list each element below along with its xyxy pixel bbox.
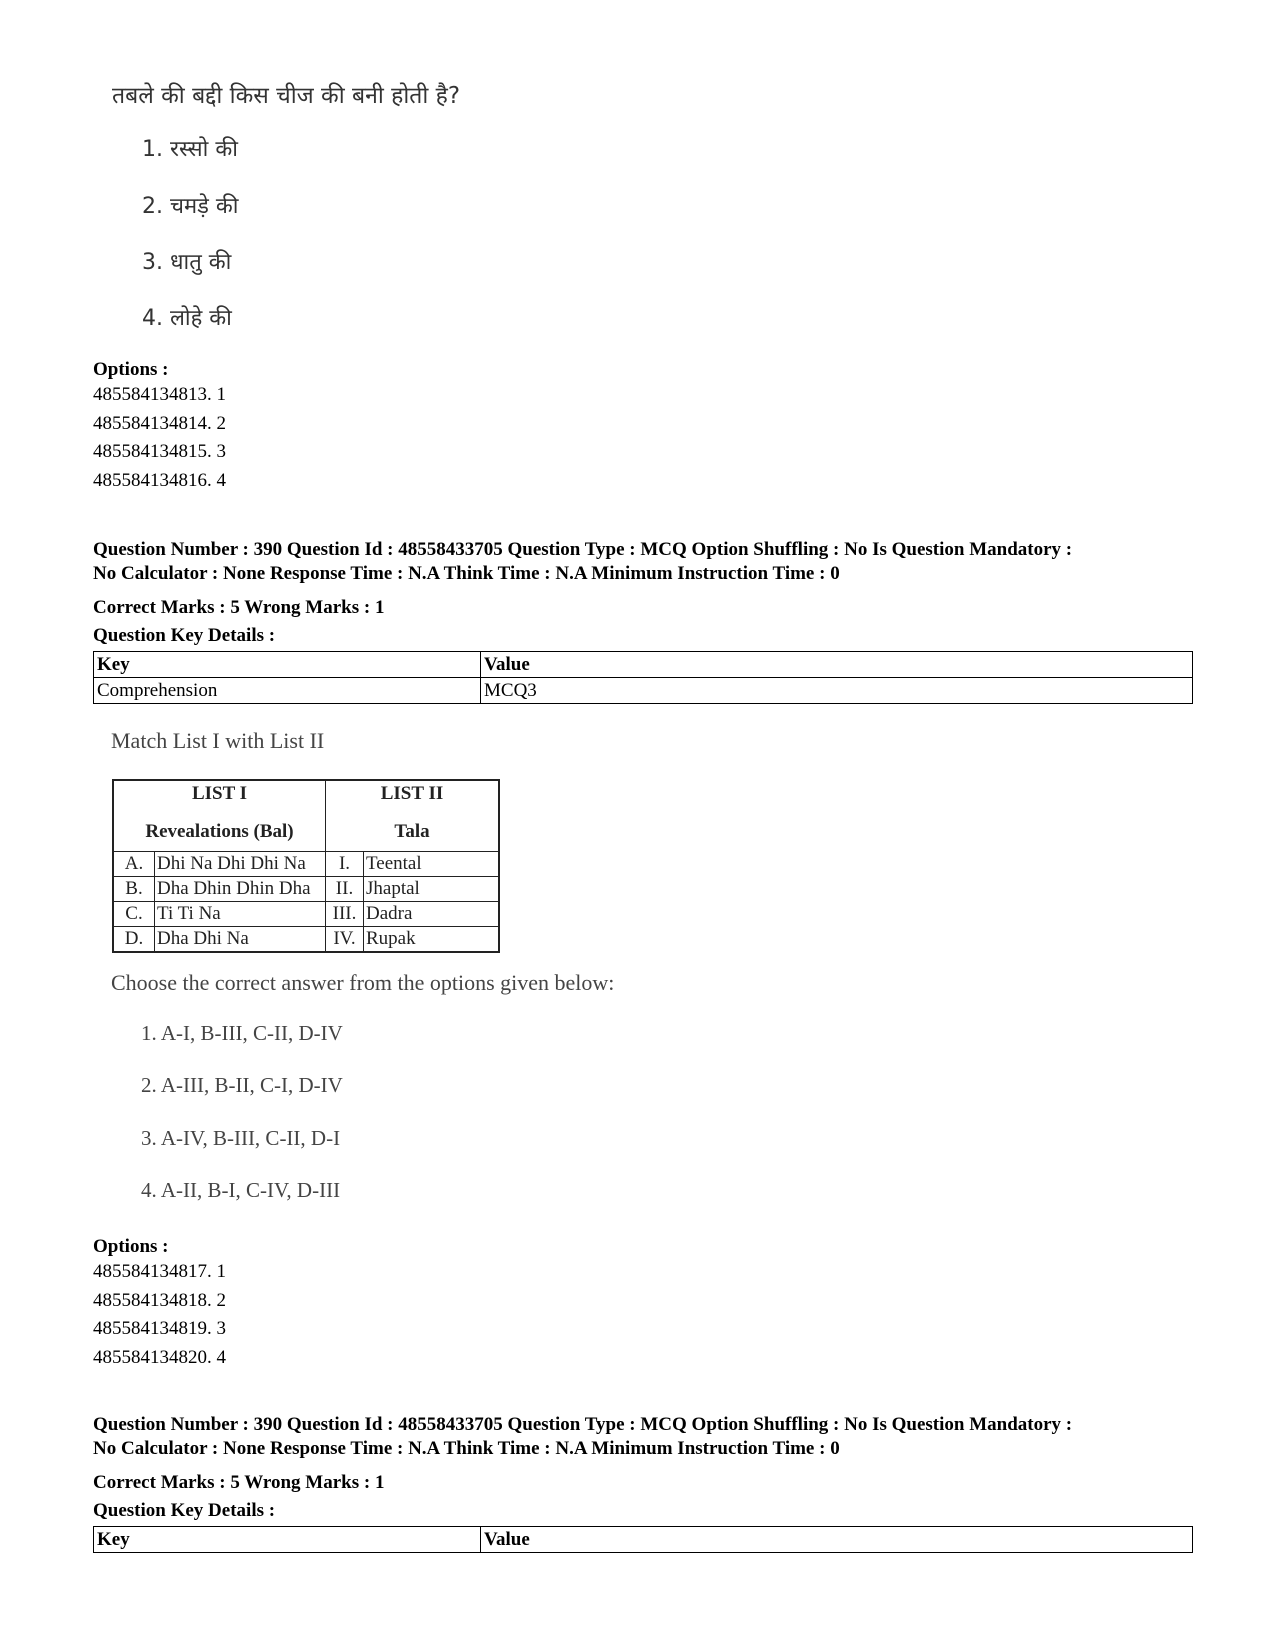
key-cell: Comprehension — [94, 678, 481, 704]
list1-header — [113, 780, 326, 852]
row-letter: C. — [113, 902, 155, 927]
row-letter: B. — [113, 877, 155, 902]
bol-cell: Dhi Na Dhi Dhi Na — [155, 852, 326, 877]
tala-cell: Rupak — [364, 927, 500, 953]
tala-cell: Jhaptal — [364, 877, 500, 902]
row-numeral: III. — [326, 902, 364, 927]
list2-header — [326, 780, 500, 852]
list2-subtitle: Tala — [394, 821, 430, 842]
q1-choice-4: 4. लोहे की — [142, 306, 232, 331]
q2-options-label: Options : — [93, 1236, 169, 1257]
option-id: 485584134813. 1 — [93, 384, 226, 405]
key-header: Key — [94, 1527, 481, 1553]
option-id: 485584134816. 4 — [93, 469, 226, 491]
q3-key-table — [93, 1526, 1193, 1553]
list1-title: LIST I — [191, 783, 248, 804]
match-header-row — [113, 780, 499, 852]
q2-choose-instruction: Choose the correct answer from the options given below: — [111, 970, 615, 995]
q1-choice-3: 3. धातु की — [142, 250, 232, 275]
q2-choice-1: 1. A-I, B-III, C-II, D-IV — [141, 1021, 343, 1045]
tala-cell: Dadra — [364, 902, 500, 927]
option-id: 485584134820. 4 — [93, 1346, 226, 1368]
match-row — [113, 852, 499, 877]
row-letter: D. — [113, 927, 155, 953]
q2-choice-2: 2. A-III, B-II, C-I, D-IV — [141, 1073, 343, 1097]
match-row — [113, 877, 499, 902]
bol-cell: Dha Dhin Dhin Dha — [155, 877, 326, 902]
option-id: 485584134819. 3 — [93, 1318, 226, 1339]
q1-choice-1: 1. रस्सो की — [142, 137, 238, 162]
value-header: Value — [481, 652, 1193, 678]
list1-subtitle: Revealations (Bal) — [145, 821, 294, 842]
match-row — [113, 927, 499, 953]
value-header: Value — [481, 1527, 1193, 1553]
q2-key-details-label: Question Key Details : — [93, 625, 276, 646]
q1-options-list — [93, 381, 226, 495]
q3-meta-line1: Question Number : 390 Question Id : 48558433705 Question Type : MCQ Option Shuffling : No Is Question Mandatory : — [93, 1414, 1073, 1435]
list2-title: LIST II — [380, 783, 444, 804]
row-letter: A. — [113, 852, 155, 877]
q3-marks: Correct Marks : 5 Wrong Marks : 1 — [93, 1472, 385, 1493]
table-row — [94, 678, 1193, 704]
q2-prompt: Match List I with List II — [111, 728, 325, 753]
option-id: 485584134815. 3 — [93, 441, 226, 462]
q2-choice-4: 4. A-II, B-I, C-IV, D-III — [141, 1178, 341, 1202]
q2-choice-3: 3. A-IV, B-III, C-II, D-I — [141, 1126, 341, 1150]
table-header-row — [94, 652, 1193, 678]
q2-key-table — [93, 651, 1193, 704]
key-header: Key — [94, 652, 481, 678]
q3-key-details-label: Question Key Details : — [93, 1500, 276, 1521]
tala-cell: Teental — [364, 852, 500, 877]
table-header-row — [94, 1527, 1193, 1553]
option-id: 485584134817. 1 — [93, 1261, 226, 1282]
q2-meta — [93, 538, 1203, 586]
q1-options-label: Options : — [93, 359, 169, 380]
q2-marks: Correct Marks : 5 Wrong Marks : 1 — [93, 597, 385, 618]
option-id: 485584134814. 2 — [93, 412, 226, 434]
row-numeral: II. — [326, 877, 364, 902]
match-table — [112, 779, 500, 953]
bol-cell: Dha Dhi Na — [155, 927, 326, 953]
q2-meta-line1: Question Number : 390 Question Id : 48558433705 Question Type : MCQ Option Shuffling : No Is Question Mandatory : — [93, 539, 1073, 560]
row-numeral: I. — [326, 852, 364, 877]
value-cell: MCQ3 — [481, 678, 1193, 704]
q3-meta — [93, 1413, 1203, 1461]
match-row — [113, 902, 499, 927]
q1-choice-2: 2. चमड़े की — [142, 194, 239, 219]
option-id: 485584134818. 2 — [93, 1289, 226, 1311]
bol-cell: Ti Ti Na — [155, 902, 326, 927]
q1-question-text: तबले की बद्दी किस चीज की बनी होती है? — [112, 83, 461, 109]
q2-meta-line2: No Calculator : None Response Time : N.A Think Time : N.A Minimum Instruction Time : 0 — [93, 563, 840, 584]
row-numeral: IV. — [326, 927, 364, 953]
q2-options-list — [93, 1258, 226, 1372]
q3-meta-line2: No Calculator : None Response Time : N.A Think Time : N.A Minimum Instruction Time : 0 — [93, 1438, 840, 1459]
